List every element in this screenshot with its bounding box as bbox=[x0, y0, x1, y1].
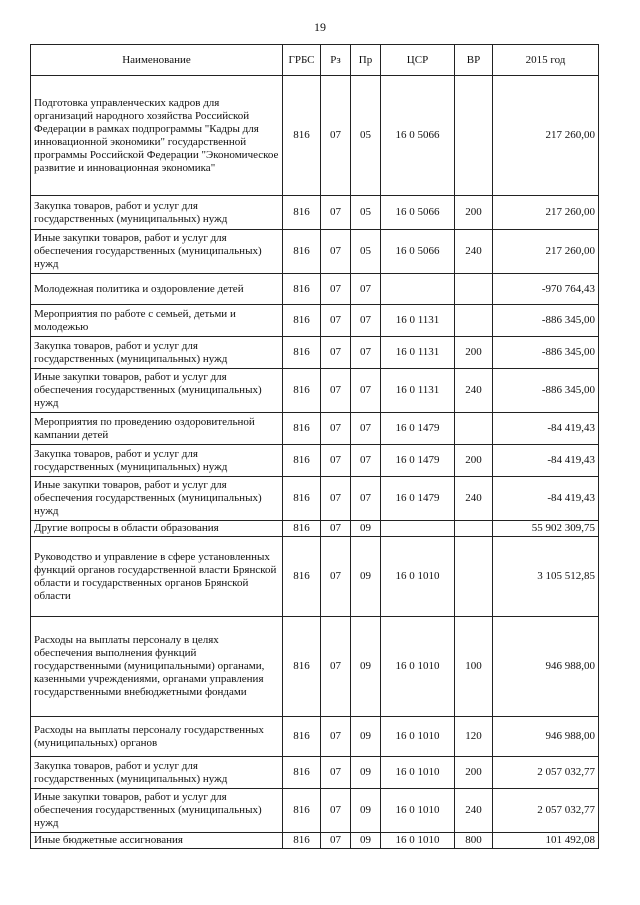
cell-csr: 16 0 1010 bbox=[381, 537, 455, 617]
cell-csr: 16 0 1479 bbox=[381, 445, 455, 477]
cell-rz: 07 bbox=[321, 717, 351, 757]
cell-amount: 217 260,00 bbox=[493, 230, 599, 274]
cell-vr: 240 bbox=[455, 477, 493, 521]
cell-grbs: 816 bbox=[283, 537, 321, 617]
cell-amount: -886 345,00 bbox=[493, 369, 599, 413]
cell-name: Подготовка управленческих кадров для организаций народного хозяйства Российской Федерации в рамках подпрограммы "Кадры для инновационной экономики" государственной программы Российской Федерации "Экономическое развитие и инновационная экономика" bbox=[31, 76, 283, 196]
cell-rz: 07 bbox=[321, 305, 351, 337]
budget-table bbox=[30, 44, 599, 849]
table-row bbox=[31, 833, 599, 849]
cell-pr: 07 bbox=[351, 369, 381, 413]
table-row bbox=[31, 445, 599, 477]
header-grbs: ГРБС bbox=[283, 45, 321, 76]
cell-vr: 240 bbox=[455, 230, 493, 274]
header-vr: ВР bbox=[455, 45, 493, 76]
cell-grbs: 816 bbox=[283, 717, 321, 757]
cell-pr: 07 bbox=[351, 445, 381, 477]
cell-csr: 16 0 1131 bbox=[381, 305, 455, 337]
cell-grbs: 816 bbox=[283, 445, 321, 477]
cell-name: Руководство и управление в сфере установленных функций органов государственной власти Брянской области и государственных органов Брянской области bbox=[31, 537, 283, 617]
cell-vr bbox=[455, 413, 493, 445]
cell-rz: 07 bbox=[321, 521, 351, 537]
cell-grbs: 816 bbox=[283, 305, 321, 337]
cell-name: Иные закупки товаров, работ и услуг для обеспечения государственных (муниципальных) нужд bbox=[31, 789, 283, 833]
cell-name: Мероприятия по работе с семьей, детьми и молодежью bbox=[31, 305, 283, 337]
table-row bbox=[31, 76, 599, 196]
cell-grbs: 816 bbox=[283, 757, 321, 789]
cell-csr: 16 0 5066 bbox=[381, 196, 455, 230]
cell-pr: 09 bbox=[351, 789, 381, 833]
cell-vr: 800 bbox=[455, 833, 493, 849]
cell-pr: 09 bbox=[351, 537, 381, 617]
cell-amount: -886 345,00 bbox=[493, 337, 599, 369]
table-row bbox=[31, 537, 599, 617]
header-csr: ЦСР bbox=[381, 45, 455, 76]
cell-name: Закупка товаров, работ и услуг для государственных (муниципальных) нужд bbox=[31, 337, 283, 369]
cell-grbs: 816 bbox=[283, 617, 321, 717]
cell-name: Иные закупки товаров, работ и услуг для обеспечения государственных (муниципальных) нужд bbox=[31, 369, 283, 413]
cell-csr: 16 0 1010 bbox=[381, 717, 455, 757]
header-name: Наименование bbox=[31, 45, 283, 76]
cell-csr: 16 0 1131 bbox=[381, 337, 455, 369]
table-row bbox=[31, 337, 599, 369]
cell-grbs: 816 bbox=[283, 196, 321, 230]
cell-rz: 07 bbox=[321, 833, 351, 849]
cell-name: Закупка товаров, работ и услуг для государственных (муниципальных) нужд bbox=[31, 196, 283, 230]
cell-pr: 07 bbox=[351, 413, 381, 445]
table-row bbox=[31, 521, 599, 537]
cell-grbs: 816 bbox=[283, 76, 321, 196]
cell-amount: -84 419,43 bbox=[493, 477, 599, 521]
cell-rz: 07 bbox=[321, 757, 351, 789]
cell-vr: 120 bbox=[455, 717, 493, 757]
cell-grbs: 816 bbox=[283, 369, 321, 413]
cell-pr: 09 bbox=[351, 717, 381, 757]
table-row bbox=[31, 789, 599, 833]
table-row bbox=[31, 369, 599, 413]
cell-rz: 07 bbox=[321, 196, 351, 230]
cell-vr bbox=[455, 305, 493, 337]
cell-pr: 07 bbox=[351, 477, 381, 521]
cell-vr: 240 bbox=[455, 789, 493, 833]
cell-grbs: 816 bbox=[283, 413, 321, 445]
cell-rz: 07 bbox=[321, 274, 351, 305]
cell-csr: 16 0 5066 bbox=[381, 76, 455, 196]
cell-amount: -970 764,43 bbox=[493, 274, 599, 305]
cell-name: Молодежная политика и оздоровление детей bbox=[31, 274, 283, 305]
cell-rz: 07 bbox=[321, 76, 351, 196]
cell-amount: 946 988,00 bbox=[493, 717, 599, 757]
cell-amount: 2 057 032,77 bbox=[493, 789, 599, 833]
table-row bbox=[31, 477, 599, 521]
cell-vr bbox=[455, 76, 493, 196]
table-row bbox=[31, 305, 599, 337]
cell-pr: 05 bbox=[351, 196, 381, 230]
cell-rz: 07 bbox=[321, 789, 351, 833]
cell-vr: 200 bbox=[455, 445, 493, 477]
cell-grbs: 816 bbox=[283, 337, 321, 369]
cell-vr: 100 bbox=[455, 617, 493, 717]
cell-vr: 240 bbox=[455, 369, 493, 413]
cell-name: Мероприятия по проведению оздоровительной кампании детей bbox=[31, 413, 283, 445]
cell-csr: 16 0 1010 bbox=[381, 617, 455, 717]
cell-name: Закупка товаров, работ и услуг для государственных (муниципальных) нужд bbox=[31, 445, 283, 477]
header-rz: Рз bbox=[321, 45, 351, 76]
cell-pr: 05 bbox=[351, 230, 381, 274]
cell-grbs: 816 bbox=[283, 477, 321, 521]
cell-amount: 55 902 309,75 bbox=[493, 521, 599, 537]
table-row bbox=[31, 230, 599, 274]
cell-grbs: 816 bbox=[283, 833, 321, 849]
cell-grbs: 816 bbox=[283, 789, 321, 833]
cell-vr: 200 bbox=[455, 196, 493, 230]
cell-pr: 05 bbox=[351, 76, 381, 196]
table-row bbox=[31, 274, 599, 305]
cell-amount: 946 988,00 bbox=[493, 617, 599, 717]
table-row bbox=[31, 196, 599, 230]
cell-amount: 101 492,08 bbox=[493, 833, 599, 849]
cell-amount: -84 419,43 bbox=[493, 413, 599, 445]
cell-vr: 200 bbox=[455, 337, 493, 369]
cell-csr bbox=[381, 274, 455, 305]
cell-name: Иные закупки товаров, работ и услуг для обеспечения государственных (муниципальных) нужд bbox=[31, 477, 283, 521]
cell-vr bbox=[455, 274, 493, 305]
cell-csr: 16 0 5066 bbox=[381, 230, 455, 274]
cell-pr: 07 bbox=[351, 337, 381, 369]
cell-csr: 16 0 1479 bbox=[381, 413, 455, 445]
page-number: 19 bbox=[314, 20, 326, 34]
cell-pr: 07 bbox=[351, 305, 381, 337]
table-row bbox=[31, 717, 599, 757]
table-row bbox=[31, 413, 599, 445]
header-amount: 2015 год bbox=[493, 45, 599, 76]
cell-name: Расходы на выплаты персоналу в целях обеспечения выполнения функций государственными (муниципальными) органами, казенными учреждениями, органами управления государственными внебюджетными фондами bbox=[31, 617, 283, 717]
cell-rz: 07 bbox=[321, 413, 351, 445]
cell-name: Расходы на выплаты персоналу государственных (муниципальных) органов bbox=[31, 717, 283, 757]
cell-rz: 07 bbox=[321, 337, 351, 369]
cell-vr bbox=[455, 521, 493, 537]
cell-amount: 217 260,00 bbox=[493, 76, 599, 196]
cell-rz: 07 bbox=[321, 477, 351, 521]
cell-csr: 16 0 1479 bbox=[381, 477, 455, 521]
cell-rz: 07 bbox=[321, 230, 351, 274]
cell-rz: 07 bbox=[321, 369, 351, 413]
table-header-row bbox=[31, 45, 599, 76]
cell-csr: 16 0 1131 bbox=[381, 369, 455, 413]
cell-vr: 200 bbox=[455, 757, 493, 789]
cell-rz: 07 bbox=[321, 617, 351, 717]
cell-csr: 16 0 1010 bbox=[381, 789, 455, 833]
cell-grbs: 816 bbox=[283, 274, 321, 305]
cell-pr: 07 bbox=[351, 274, 381, 305]
cell-amount: 217 260,00 bbox=[493, 196, 599, 230]
header-pr: Пр bbox=[351, 45, 381, 76]
cell-pr: 09 bbox=[351, 521, 381, 537]
cell-pr: 09 bbox=[351, 833, 381, 849]
cell-vr bbox=[455, 537, 493, 617]
cell-rz: 07 bbox=[321, 537, 351, 617]
cell-pr: 09 bbox=[351, 757, 381, 789]
cell-pr: 09 bbox=[351, 617, 381, 717]
cell-name: Иные закупки товаров, работ и услуг для обеспечения государственных (муниципальных) нужд bbox=[31, 230, 283, 274]
cell-name: Другие вопросы в области образования bbox=[31, 521, 283, 537]
cell-rz: 07 bbox=[321, 445, 351, 477]
table-row bbox=[31, 757, 599, 789]
cell-amount: -886 345,00 bbox=[493, 305, 599, 337]
cell-grbs: 816 bbox=[283, 521, 321, 537]
cell-amount: -84 419,43 bbox=[493, 445, 599, 477]
cell-amount: 3 105 512,85 bbox=[493, 537, 599, 617]
cell-name: Иные бюджетные ассигнования bbox=[31, 833, 283, 849]
cell-csr bbox=[381, 521, 455, 537]
cell-amount: 2 057 032,77 bbox=[493, 757, 599, 789]
cell-csr: 16 0 1010 bbox=[381, 757, 455, 789]
cell-grbs: 816 bbox=[283, 230, 321, 274]
cell-csr: 16 0 1010 bbox=[381, 833, 455, 849]
table-row bbox=[31, 617, 599, 717]
cell-name: Закупка товаров, работ и услуг для государственных (муниципальных) нужд bbox=[31, 757, 283, 789]
